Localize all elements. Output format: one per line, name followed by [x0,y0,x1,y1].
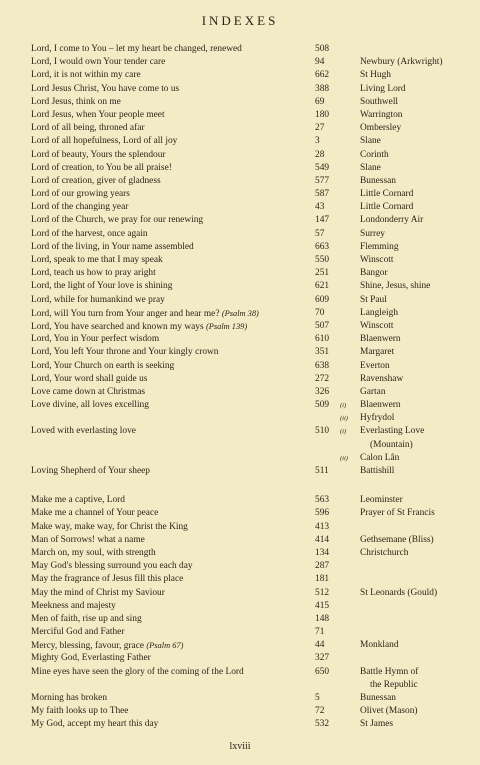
hymn-title-text: Lord of the Church, we pray for our renewing [31,215,204,226]
tune-name [360,69,478,82]
hymn-number: 70 [315,307,325,318]
hymn-number: 596 [315,508,330,519]
tune-name [360,639,478,652]
hymn-title [31,56,165,69]
hymn-title-text: Lord of the harvest, once again [31,228,148,239]
hymn-title [31,307,259,321]
tune-name-text: Prayer of St Francis [360,508,435,519]
tune-name [360,346,478,359]
index-entry [0,267,480,280]
index-entry [0,135,480,148]
tune-name [360,228,478,241]
tune-name [360,214,478,227]
tune-variant: (i) [340,428,347,436]
hymn-number: 512 [315,587,330,598]
index-entry [0,652,480,665]
tune-name [360,175,478,188]
hymn-title-text: Lord, will You turn from Your anger and hear me? [31,308,220,319]
hymn-title [31,613,142,626]
hymn-title [31,254,163,267]
hymn-number: 510 [315,426,330,437]
hymn-title-text: Lord, You have searched and known my ways [31,321,204,332]
tune-name [360,188,478,201]
tune-name-text: Olivet (Mason) [360,706,418,717]
tune-name-text: Ombersley [360,123,402,134]
index-entry [0,573,480,586]
hymn-title [31,96,121,109]
hymn-title-text: Lord, Your Church on earth is seeking [31,360,175,371]
hymn-number: 94 [315,57,325,68]
tune-name-text: Calon Lân [360,452,400,463]
hymn-title-text: Merciful God and Father [31,627,125,638]
index-entry [0,254,480,267]
hymn-title-text: Lord of all being, throned afar [31,123,145,134]
hymn-number: 251 [315,268,330,279]
index-entry [0,294,480,307]
tune-name [360,149,478,162]
hymn-title-text: Mighty God, Everlasting Father [31,653,151,664]
hymn-title-text: Lord Jesus, think on me [31,96,121,107]
hymn-title [31,241,194,254]
tune-name [360,465,478,478]
hymn-title-text: Lord Jesus, when Your people meet [31,109,165,120]
tune-name-text: Newbury (Arkwright) [360,57,443,68]
index-entry [0,149,480,162]
page-number: lxviii [229,741,251,752]
tune-name-text: Bunessan [360,175,396,186]
hymn-number: 72 [315,706,325,717]
index-entry [0,692,480,705]
hymn-title-text: Make me a captive, Lord [31,495,125,506]
hymn-number: 549 [315,162,330,173]
hymn-title [31,333,159,346]
tune-name [360,507,478,520]
hymn-title [31,399,149,412]
index-entry [0,465,480,478]
hymn-number: 181 [315,574,330,585]
hymn-title [31,162,172,175]
index-entry [0,69,480,82]
index-entry [0,56,480,69]
index-entry [0,162,480,175]
hymn-title [31,294,165,307]
tune-name-text: Shine, Jesus, shine [360,281,431,292]
hymn-title [31,346,219,359]
index-entry [0,452,480,465]
hymn-title [31,83,179,96]
hymn-title-text: Lord of our growing years [31,189,130,200]
tune-name-text: Ravenshaw [360,373,404,384]
hymn-title [31,626,124,639]
tune-name [360,373,478,386]
hymn-number: 414 [315,534,330,545]
hymn-title [31,386,145,399]
hymn-number: 587 [315,189,330,200]
hymn-number: 5 [315,693,320,704]
tune-name-text: Everlasting Love [360,426,425,437]
hymn-title-text: Morning has broken [31,693,108,704]
tune-name [360,705,478,718]
index-entry [0,320,480,333]
hymn-title [31,560,193,573]
hymn-title-text: Love came down at Christmas [31,386,146,397]
tune-name-text: Flemming [360,241,399,252]
tune-name-text: Warrington [360,109,403,120]
hymn-number: 287 [315,561,330,572]
hymn-number: 663 [315,241,330,252]
hymn-title-text: Man of Sorrows! what a name [31,534,145,545]
hymn-title [31,425,136,438]
tune-name-text: Little Cornard [360,202,414,213]
hymn-title-text: Lord of beauty, Yours the splendour [31,149,166,160]
hymn-number: 532 [315,719,330,730]
tune-name [360,241,478,254]
tune-name-text: Bunessan [360,693,396,704]
index-entry [0,666,480,692]
tune-name [360,135,478,148]
hymn-number: 69 [315,96,325,107]
hymn-title-text: Mine eyes have seen the glory of the coming of the Lord [31,666,244,677]
tune-name [360,56,478,69]
tune-name [360,692,478,705]
hymn-number: 327 [315,653,330,664]
index-entry [0,412,480,425]
tune-name-text: Battishill [360,466,395,477]
index-list [0,43,480,732]
tune-name [360,425,478,451]
tune-name [360,83,478,96]
hymn-title-text: Make me a channel of Your peace [31,508,159,519]
hymn-number: 147 [315,215,330,226]
hymn-title-text: Lord of all hopefulness, Lord of all joy [31,136,178,147]
hymn-title [31,43,242,56]
tune-name-text: Blaenwern [360,400,401,411]
index-entry [0,587,480,600]
tune-name-text: St Leonards (Gould) [360,587,438,598]
tune-name-text: Surrey [360,228,385,239]
tune-name [360,280,478,293]
index-entry [0,201,480,214]
hymn-title-text: Love divine, all loves excelling [31,400,149,411]
tune-name-text: Corinth [360,149,389,160]
tune-name-continuation: (Mountain) [370,439,413,450]
tune-name [360,494,478,507]
index-entry [0,521,480,534]
tune-name [360,294,478,307]
hymn-title [31,188,130,201]
index-entry [0,613,480,626]
hymn-title [31,718,158,731]
hymn-number: 507 [315,320,330,331]
hymn-title [31,320,247,334]
hymn-title-text: Lord of the living, in Your name assembled [31,241,194,252]
hymn-title [31,201,128,214]
index-entry [0,214,480,227]
hymn-number: 413 [315,521,330,532]
hymn-number: 577 [315,175,330,186]
tune-name-text: Margaret [360,347,395,358]
hymn-number: 609 [315,294,330,305]
hymn-title-text: Meekness and majesty [31,600,116,611]
tune-name-text: Living Lord [360,83,406,94]
hymn-title-text: Lord of creation, giver of gladness [31,175,161,186]
hymn-title [31,547,156,560]
index-entry [0,399,480,412]
hymn-number: 272 [315,373,330,384]
tune-name-text: Winscott [360,255,394,265]
tune-name-text: Slane [360,136,381,147]
tune-name [360,320,478,333]
tune-name [360,534,478,547]
hymn-title-text: Mercy, blessing, favour, grace [31,641,145,652]
hymn-title [31,280,172,293]
hymn-number: 550 [315,255,330,265]
hymn-title-text: Lord, You left Your throne and Your kingly crown [31,347,219,358]
hymn-title [31,109,165,122]
tune-name-text: St Paul [360,294,387,305]
hymn-number: 509 [315,400,330,411]
index-entry [0,241,480,254]
hymn-number: 148 [315,613,330,624]
hymn-title [31,465,150,478]
index-entry [0,360,480,373]
hymn-number: 415 [315,600,330,611]
index-entry [0,425,480,451]
tune-name-text: Gartan [360,386,386,397]
page-header: INDEXES [201,13,279,28]
hymn-title [31,69,141,82]
hymn-title [31,666,244,679]
tune-name [360,267,478,280]
hymn-title [31,494,125,507]
tune-name [360,452,478,465]
hymn-title-text: Make way, make way, for Christ the King [31,521,188,532]
psalm-reference: (Psalm 67) [146,641,184,651]
hymn-number: 57 [315,228,325,239]
tune-name-text: Winscott [360,320,394,331]
hymn-number: 326 [315,386,330,397]
tune-name [360,254,478,267]
tune-name [360,718,478,731]
tune-name [360,547,478,560]
hymn-number: 650 [315,666,330,677]
tune-name [360,333,478,346]
index-entry [0,547,480,560]
tune-name-text: Bangor [360,268,388,279]
index-entry [0,705,480,718]
tune-name [360,122,478,135]
hymn-title-text: My faith looks up to Thee [31,706,129,717]
hymn-title [31,639,183,653]
index-entry [0,43,480,56]
tune-name [360,587,478,600]
hymn-title-text: Lord, I come to You – let my heart be changed, renewed [31,44,242,54]
index-entry [0,175,480,188]
tune-name [360,386,478,399]
hymn-title-text: Lord, speak to me that I may speak [31,255,163,265]
hymn-title-text: May the fragrance of Jesus fill this place [31,574,184,585]
hymn-number: 508 [315,44,330,54]
tune-name-text: Christchurch [360,547,409,558]
hymn-title [31,521,188,534]
hymn-title-text: Loving Shepherd of Your sheep [31,466,150,477]
tune-name-text: Monkland [360,640,399,651]
hymn-title-text: March on, my soul, with strength [31,547,156,558]
index-entry [0,122,480,135]
tune-name-text: Slane [360,162,381,173]
index-entry [0,333,480,346]
hymn-title [31,692,107,705]
tune-name-text: Hyfrydol [360,413,395,424]
hymn-title-text: Lord, the light of Your love is shining [31,281,173,292]
hymn-number: 511 [315,466,329,477]
hymn-title [31,214,203,227]
hymn-title-text: Lord, I would own Your tender care [31,57,166,68]
hymn-title [31,373,147,386]
hymn-title [31,534,145,547]
hymn-number: 3 [315,136,320,147]
hymn-number: 71 [315,627,325,638]
tune-name-text: Gethsemane (Bliss) [360,534,434,545]
tune-name [360,307,478,320]
hymn-number: 180 [315,109,330,120]
section-gap [0,478,480,494]
hymn-number: 134 [315,547,330,558]
hymn-title-text: Lord Jesus Christ, You have come to us [31,83,180,94]
index-entry [0,626,480,639]
hymn-number: 43 [315,202,325,213]
hymn-number: 621 [315,281,330,292]
tune-name-text: Londonderry Air [360,215,424,226]
tune-name [360,109,478,122]
tune-name-text: Blaenwern [360,334,401,345]
hymn-number: 662 [315,70,330,81]
index-entry [0,109,480,122]
index-entry [0,228,480,241]
hymn-title [31,149,166,162]
hymn-title-text: Lord, You in Your perfect wisdom [31,334,160,345]
hymn-title [31,228,148,241]
index-entry [0,639,480,652]
tune-name-text: Langleigh [360,307,399,318]
hymn-number: 28 [315,149,325,160]
index-entry [0,373,480,386]
tune-name-text: Battle Hymn of [360,666,419,677]
hymn-title-text: My God, accept my heart this day [31,719,159,730]
index-entry [0,560,480,573]
tune-name [360,666,478,692]
tune-name-text: Little Cornard [360,189,414,200]
hymn-title-text: Lord of creation, to You be all praise! [31,162,172,173]
index-entry [0,494,480,507]
tune-variant: (ii) [340,415,348,423]
tune-variant: (i) [340,402,347,410]
index-entry [0,188,480,201]
hymn-title-text: May the mind of Christ my Saviour [31,587,165,598]
hymn-title [31,573,183,586]
hymn-title [31,600,116,613]
hymn-number: 27 [315,123,325,134]
index-entry [0,346,480,359]
index-entry [0,600,480,613]
hymn-title-text: Lord of the changing year [31,202,129,213]
hymn-title-text: Lord, it is not within my care [31,70,141,81]
tune-name [360,96,478,109]
hymn-title [31,652,151,665]
tune-name-continuation: the Republic [370,679,418,690]
tune-name [360,201,478,214]
index-entry [0,96,480,109]
hymn-number: 44 [315,640,325,651]
index-entry [0,83,480,96]
psalm-reference: (Psalm 38) [221,308,259,318]
hymn-title-text: Lord, while for humankind we pray [31,294,165,305]
tune-variant: (ii) [340,454,348,462]
index-entry [0,386,480,399]
psalm-reference: (Psalm 139) [205,321,248,331]
index-entry [0,534,480,547]
hymn-number: 563 [315,495,330,506]
tune-name-text: Leominster [360,495,403,506]
hymn-title-text: Loved with everlasting love [31,426,136,437]
hymn-title-text: May God's blessing surround you each day [31,561,193,572]
tune-name-text: Everton [360,360,390,371]
hymn-title-text: Men of faith, rise up and sing [31,613,142,624]
index-entry [0,507,480,520]
tune-name-text: St Hugh [360,70,391,81]
hymn-title [31,705,128,718]
tune-name [360,162,478,175]
hymn-title-text: Lord, teach us how to pray aright [31,268,156,279]
tune-name-text: Southwell [360,96,399,107]
hymn-title [31,135,177,148]
hymn-title-text: Lord, Your word shall guide us [31,373,148,384]
hymn-title [31,507,158,520]
hymn-number: 638 [315,360,330,371]
hymn-title [31,587,165,600]
hymn-number: 388 [315,83,330,94]
index-entry [0,280,480,293]
tune-name [360,360,478,373]
index-entry [0,307,480,320]
hymn-number: 610 [315,334,330,345]
hymn-number: 351 [315,347,330,358]
tune-name-text: St James [360,719,394,730]
index-entry [0,718,480,731]
hymn-title [31,360,174,373]
tune-name [360,412,478,425]
hymn-title [31,175,161,188]
hymn-title [31,267,156,280]
hymn-title [31,122,145,135]
tune-name [360,399,478,412]
